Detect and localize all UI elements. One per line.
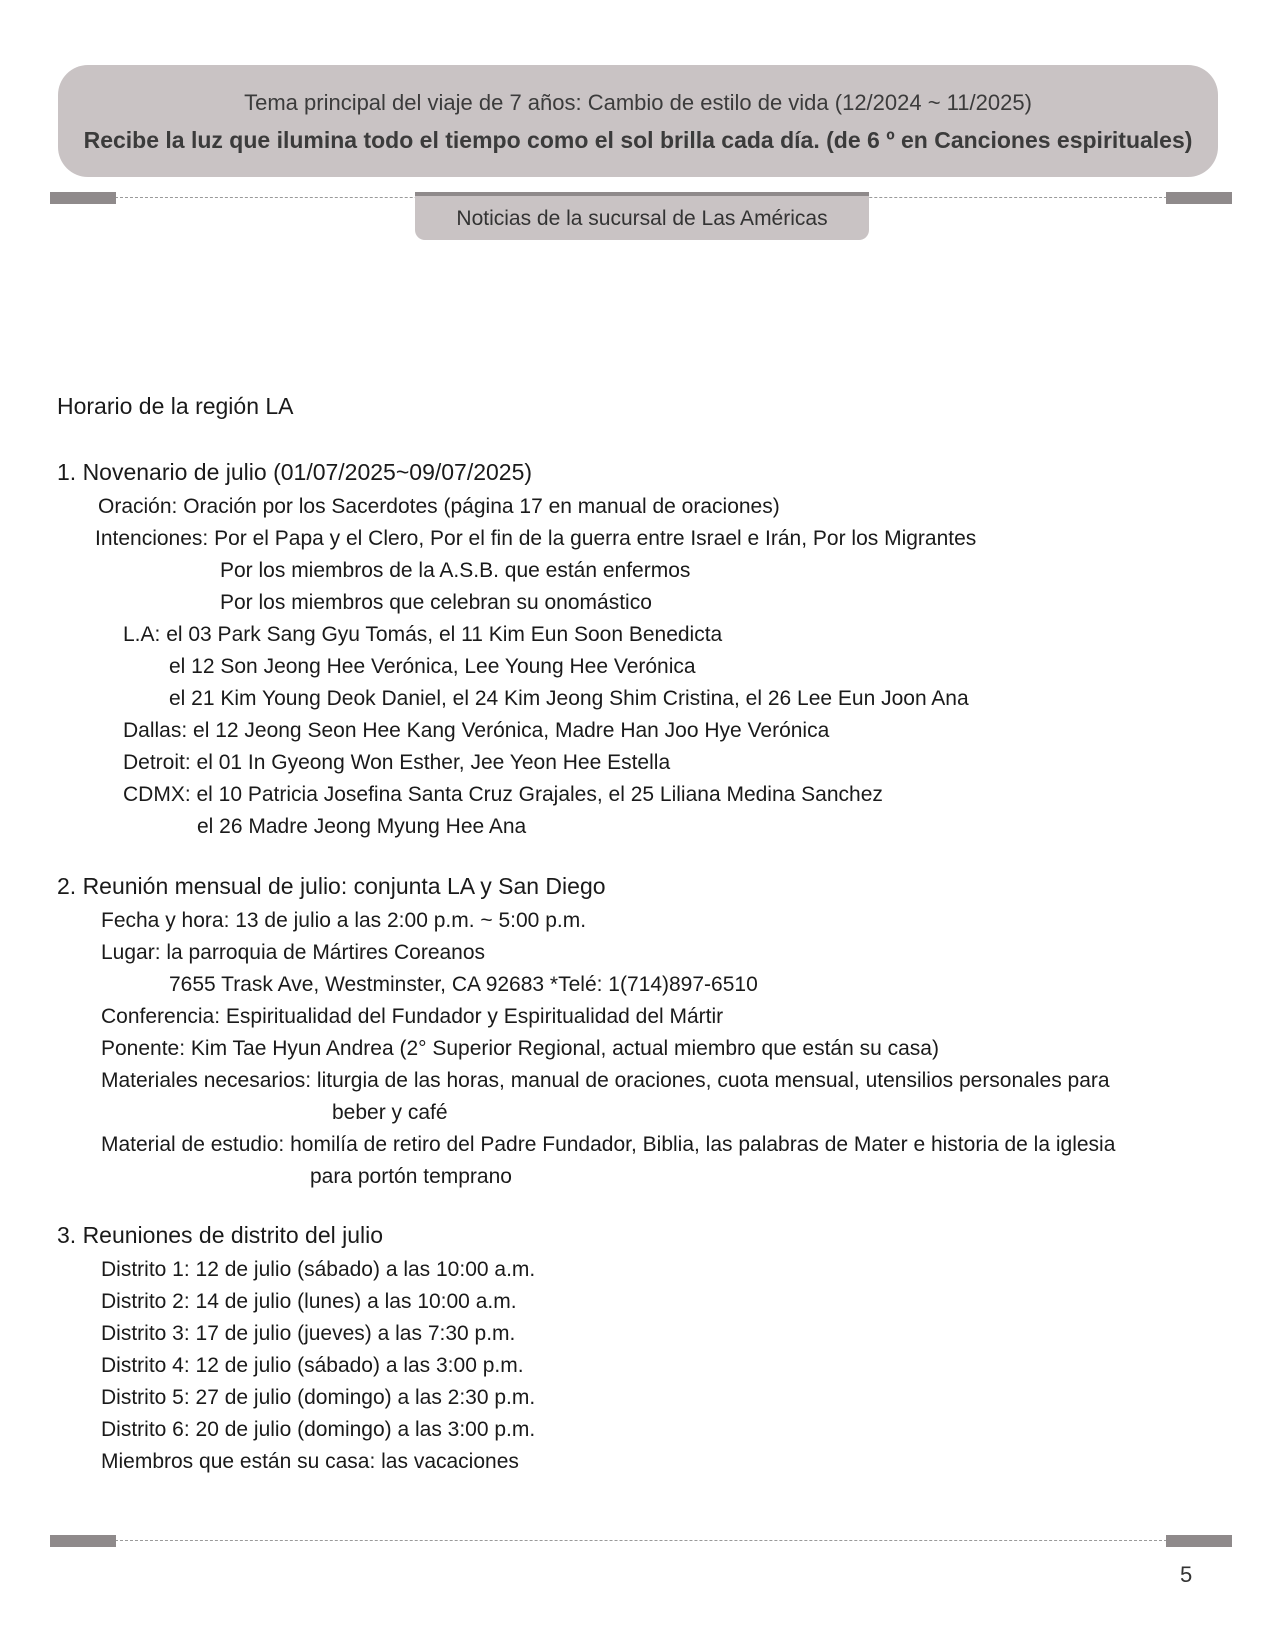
section-heading: 1. Novenario de julio (01/07/2025~09/07/2025) [57,459,533,485]
text-line: beber y café [332,1101,448,1124]
text-line: Materiales necesarios: liturgia de las horas, manual de oraciones, cuota mensual, utensilios personales para [101,1069,1110,1092]
theme-line: Tema principal del viaje de 7 años: Cambio de estilo de vida (12/2024 ~ 11/2025) [244,90,1032,115]
motto-line: Recibe la luz que ilumina todo el tiempo como el sol brilla cada día. (de 6 º en Canciones espirituales) [83,127,1193,153]
page-number: 5 [1180,1562,1193,1587]
text-line: Conferencia: Espiritualidad del Fundador y Espiritualidad del Mártir [101,1005,724,1028]
page-title: Horario de la región LA [57,393,294,419]
text-line: Material de estudio: homilía de retiro del Padre Fundador, Biblia, las palabras de Mater e historia de la iglesia [101,1133,1116,1156]
text-line: Distrito 3: 17 de julio (jueves) a las 7:30 p.m. [101,1322,516,1345]
section-heading: 2. Reunión mensual de julio: conjunta LA y San Diego [57,873,606,899]
text-line: L.A: el 03 Park Sang Gyu Tomás, el 11 Kim Eun Soon Benedicta [123,623,723,646]
text-line: Fecha y hora: 13 de julio a las 2:00 p.m. ~ 5:00 p.m. [101,909,587,932]
text-line: 7655 Trask Ave, Westminster, CA 92683 *Telé: 1(714)897-6510 [169,973,758,996]
text-line: el 12 Son Jeong Hee Verónica, Lee Young Hee Verónica [169,655,696,678]
text-line: Distrito 2: 14 de julio (lunes) a las 10:00 a.m. [101,1290,517,1313]
text-line: Distrito 4: 12 de julio (sábado) a las 3:00 p.m. [101,1354,524,1377]
text-line: Dallas: el 12 Jeong Seon Hee Kang Verónica, Madre Han Joo Hye Verónica [123,719,830,742]
text-line: Distrito 6: 20 de julio (domingo) a las 3:00 p.m. [101,1418,536,1441]
text-line: Oración: Oración por los Sacerdotes (página 17 en manual de oraciones) [98,495,780,518]
text-line: Por los miembros de la A.S.B. que están enfermos [220,559,691,582]
text-line: Distrito 5: 27 de julio (domingo) a las 2:30 p.m. [101,1386,536,1409]
section-tab: Noticias de la sucursal de Las Américas [415,196,869,240]
text-line: Lugar: la parroquia de Mártires Coreanos [101,941,486,964]
text-line: Ponente: Kim Tae Hyun Andrea (2° Superior Regional, actual miembro que están su casa) [101,1037,939,1060]
text-line: Distrito 1: 12 de julio (sábado) a las 10:00 a.m. [101,1258,536,1281]
text-line: el 26 Madre Jeong Myung Hee Ana [197,815,527,838]
section-heading: 3. Reuniones de distrito del julio [57,1222,384,1248]
text-line: Detroit: el 01 In Gyeong Won Esther, Jee Yeon Hee Estella [123,751,671,774]
text-line: para portón temprano [310,1165,512,1188]
text-line: Por los miembros que celebran su onomástico [220,591,652,614]
footer-divider [50,1535,1232,1547]
text-line: Miembros que están su casa: las vacaciones [101,1450,519,1473]
text-line: CDMX: el 10 Patricia Josefina Santa Cruz Grajales, el 25 Liliana Medina Sanchez [123,783,883,806]
text-line: el 21 Kim Young Deok Daniel, el 24 Kim Jeong Shim Cristina, el 26 Lee Eun Joon Ana [169,687,969,710]
text-line: Intenciones: Por el Papa y el Clero, Por el fin de la guerra entre Israel e Irán, Por los Migrantes [95,527,977,550]
theme-banner [58,65,1218,177]
